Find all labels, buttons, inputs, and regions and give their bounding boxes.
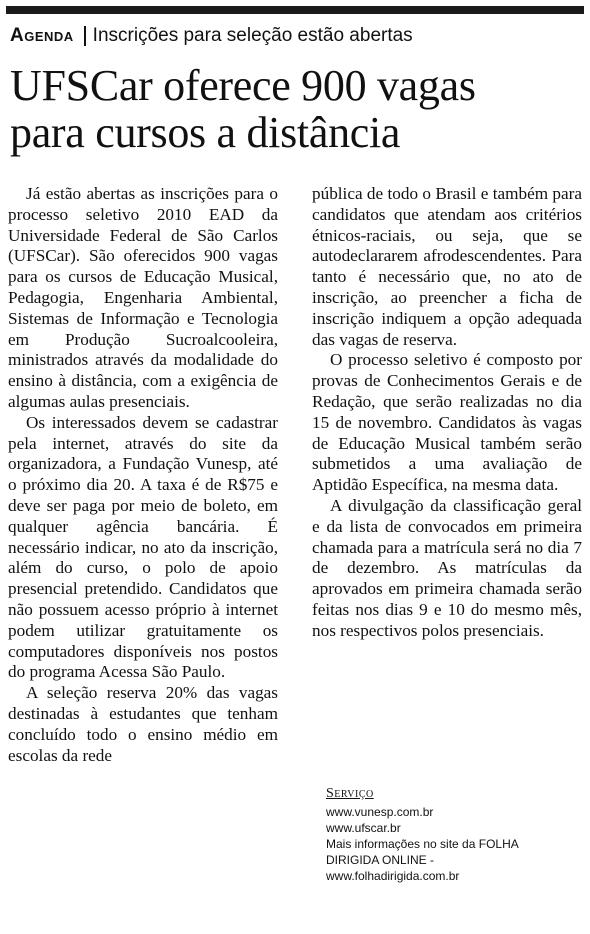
kicker-divider [84,26,86,46]
service-link-vunesp: www.vunesp.com.br [326,805,434,819]
section-kicker [10,22,413,50]
service-link-ufscar: www.ufscar.br [326,821,401,835]
headline [10,62,582,156]
kicker-subtitle: Inscrições para seleção estão abertas [92,25,413,46]
headline-line-1: UFSCar oferece 900 vagas [10,61,476,110]
paragraph-4: O processo seletivo é composto por provas de Conhecimentos Gerais e de Redação, que serão realizadas no dia 15 de novembro. Candidatos às vagas de Educação Musical também serão submetidos a uma avaliação de Aptidão Específica, na mesma data. [312,350,582,495]
top-rule [6,6,584,14]
service-title: Serviço [326,786,374,801]
article-column-2 [312,184,582,642]
headline-line-2: para cursos a distância [10,108,401,157]
service-info-line-1: Mais informações no site da FOLHA [326,837,519,851]
service-link-folha: www.folhadirigida.com.br [326,869,460,883]
paragraph-2: Os interessados devem se cadastrar pela internet, através do site da organizadora, a Fundação Vunesp, até o próximo dia 20. A taxa é de R$75 e deve ser paga por meio de boleto, em qualquer agência bancária. É necessário indicar, no ato da inscrição, além do curso, o polo de apoio presencial pretendido. Candidatos que não possuem acesso próprio à internet podem utilizar gratuitamente os computadores disponíveis nos postos do programa Acessa São Paulo. [8,412,278,682]
service-box [326,786,584,884]
article-column-1 [8,184,278,766]
paragraph-3-continued: pública de todo o Brasil e também para candidatos que atendam aos critérios étnicos-raciais, ou seja, que se autodeclararem afrodescendentes. Para tanto é necessário que, no ato de inscrição, ao preencher a ficha de inscrição indiquem a opção adequada das vagas de reserva. [312,184,582,349]
paragraph-1: Já estão abertas as inscrições para o processo seletivo 2010 EAD da Universidade Federal de São Carlos (UFSCar). São oferecidos 900 vagas para os cursos de Educação Musical, Pedagogia, Engenharia Ambiental, Sistemas de Informação e Tecnologia em Produção Sucroalcooleira, ministrados através da modalidade do ensino à distância, com a exigência de algumas aulas presenciais. [8,184,278,411]
paragraph-3-start: A seleção reserva 20% das vagas destinadas à estudantes que tenham concluído todo o ensino médio em escolas da rede [8,683,278,765]
paragraph-5: A divulgação da classificação geral e da lista de convocados em primeira chamada para a matrícula será no dia 7 de dezembro. As matrículas da aprovados em primeira chamada serão feitas nos dias 9 e 10 do mesmo mês, nos respectivos polos presenciais. [312,495,582,640]
service-info-line-2: DIRIGIDA ONLINE - [326,853,435,867]
section-label: Agenda [10,25,74,46]
